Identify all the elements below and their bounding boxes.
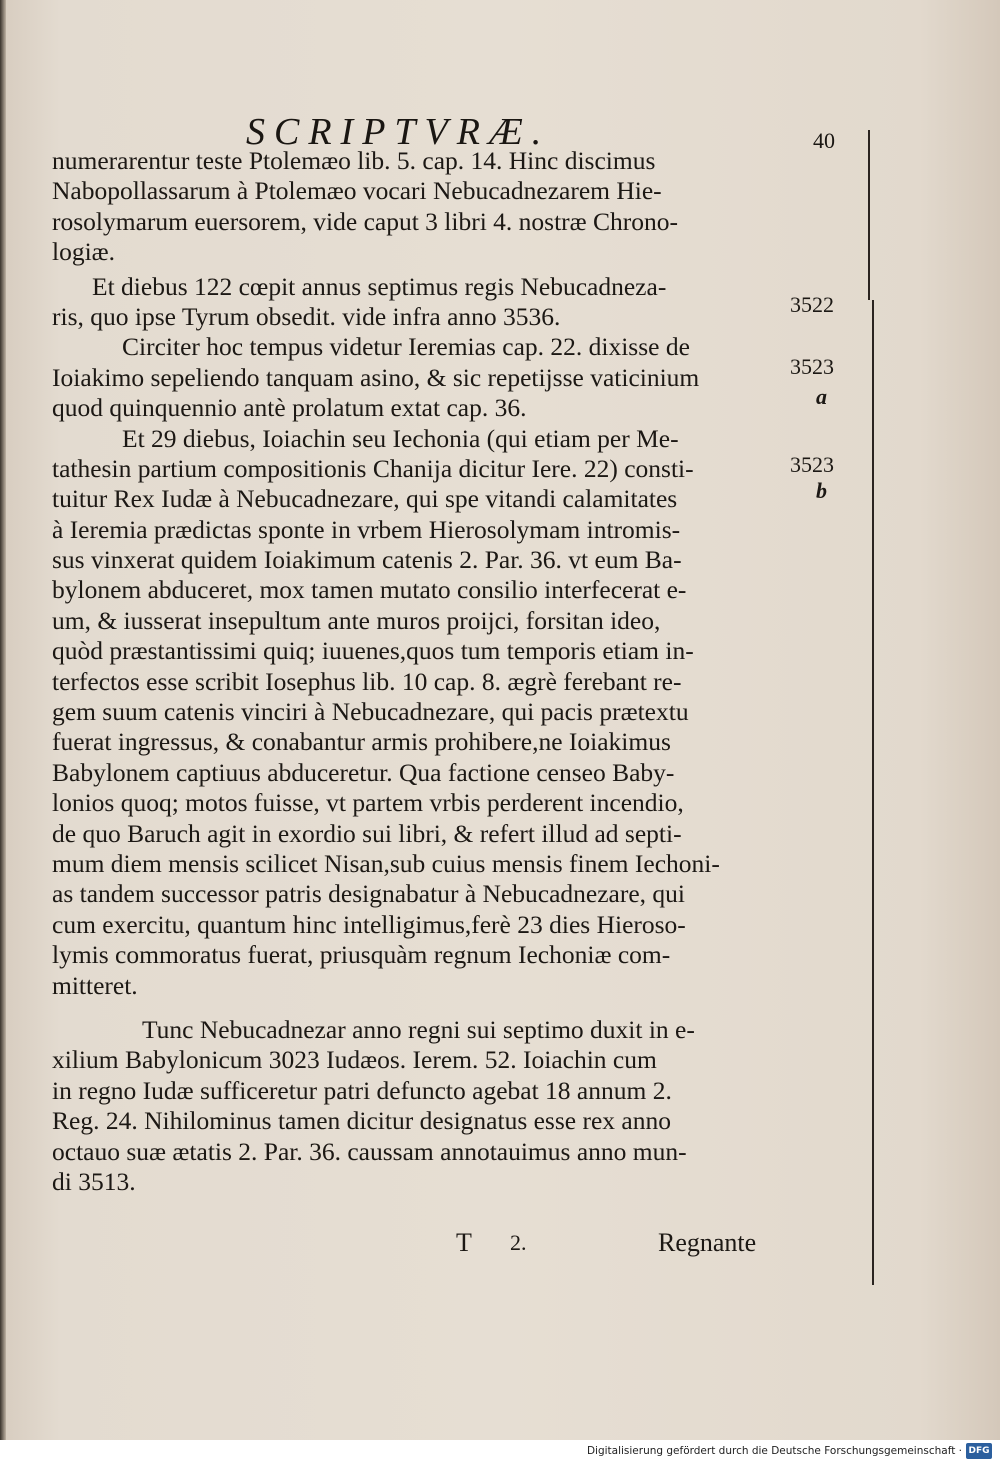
catchword: Regnante (658, 1228, 757, 1257)
body-line: cum exercitu, quantum hinc intelligimus,ferè 23 dies Hieroso- (52, 909, 686, 939)
body-line: mitteret. (52, 970, 138, 1000)
body-line: di 3513. (52, 1166, 136, 1196)
margin-letter-note: a (816, 384, 827, 409)
body-line: Reg. 24. Nihilominus tamen dicitur designatus esse rex anno (52, 1106, 671, 1136)
funding-credit: Digitalisierung gefördert durch die Deutsche Forschungsgemeinschaft · (586, 1445, 962, 1457)
body-line: Et diebus 122 cœpit annus septimus regis Nebucadneza- (92, 271, 667, 301)
body-line: gem suum catenis vinciri à Nebucadnezare, qui pacis prætextu (52, 697, 689, 727)
body-line: lonios quoq; motos fuisse, vt partem vrbis perderent incendio, (52, 788, 684, 818)
margin-year-note: 3522 (790, 292, 834, 317)
margin-year-note: 3523 (790, 452, 834, 477)
body-line: Tunc Nebucadnezar anno regni sui septimo duxit in e- (142, 1014, 695, 1044)
body-line: ris, quo ipse Tyrum obsedit. vide infra anno 3536. (52, 301, 561, 331)
margin-letter-note: b (816, 478, 827, 503)
body-line: xilium Babylonicum 3023 Iudæos. Ierem. 52. Ioiachin cum (52, 1045, 657, 1075)
page-gutter-shadow (0, 0, 6, 1440)
body-line: Nabopollassarum à Ptolemæo vocari Nebucadnezarem Hie- (52, 176, 662, 206)
body-line: numerarentur teste Ptolemæo lib. 5. cap. 14. Hinc discimus (52, 146, 656, 175)
body-text (52, 146, 780, 1197)
body-line: lymis commoratus fuerat, priusquàm regnum Iechoniæ com- (52, 940, 671, 970)
dfg-logo: DFG (966, 1443, 992, 1459)
body-line: logiæ. (52, 237, 116, 267)
body-line: tathesin partium compositionis Chanija dicitur Iere. 22) consti- (52, 453, 694, 483)
body-line: rosolymarum euersorem, vide caput 3 libri 4. nostræ Chrono- (52, 206, 679, 236)
margin-rule-top (868, 130, 870, 300)
body-line: quòd præstantissimi quiq; iuuenes,quos tum temporis etiam in- (52, 636, 694, 666)
body-line: Et 29 diebus, Ioiachin seu Iechonia (qui etiam per Me- (122, 423, 679, 453)
signature-number: 2. (510, 1230, 527, 1255)
margin-rule (872, 300, 874, 1285)
body-line: mum diem mensis scilicet Nisan,sub cuius mensis finem Iechoni- (52, 848, 720, 878)
body-line: sus vinxerat quidem Ioiakimum catenis 2. Par. 36. vt eum Ba- (52, 545, 682, 575)
body-line: de quo Baruch agit in exordio sui libri, & refert illud ad septi- (52, 818, 682, 848)
body-line: Babylonem captiuus abduceretur. Qua factione censeo Baby- (52, 757, 675, 787)
body-line: as tandem successor patris designabatur à Nebucadnezare, qui (52, 879, 685, 909)
body-line: quod quinquennio antè prolatum extat cap. 36. (52, 393, 527, 423)
body-line: fuerat ingressus, & conabantur armis prohibere,ne Ioiakimus (52, 727, 671, 757)
body-line: bylonem abduceret, mox tamen mutato consilio interfecerat e- (52, 575, 687, 605)
body-line: in regno Iudæ sufficeretur patri defuncto agebat 18 annum 2. (52, 1075, 672, 1105)
page-number: 40 (813, 128, 835, 153)
signature-mark: T (456, 1228, 472, 1257)
body-line: Circiter hoc tempus videtur Ieremias cap. 22. dixisse de (122, 332, 690, 362)
body-line: um, & iusserat insepultum ante muros proijci, forsitan ideo, (52, 605, 661, 635)
body-line: tuitur Rex Iudæ à Nebucadnezare, qui spe vitandi calamitates (52, 484, 678, 514)
body-line: octauo suæ ætatis 2. Par. 36. caussam annotauimus anno mun- (52, 1136, 687, 1166)
running-header: SCRIPTVRÆ. (246, 111, 551, 153)
body-line: terfectos esse scribit Iosephus lib. 10 cap. 8. ægrè ferebant re- (52, 666, 682, 696)
body-line: Ioiakimo sepeliendo tanquam asino, & sic repetijsse vaticinium (52, 362, 700, 392)
body-line: à Ieremia prædictas sponte in vrbem Hierosolymam intromis- (52, 514, 681, 544)
margin-year-note: 3523 (790, 354, 834, 379)
